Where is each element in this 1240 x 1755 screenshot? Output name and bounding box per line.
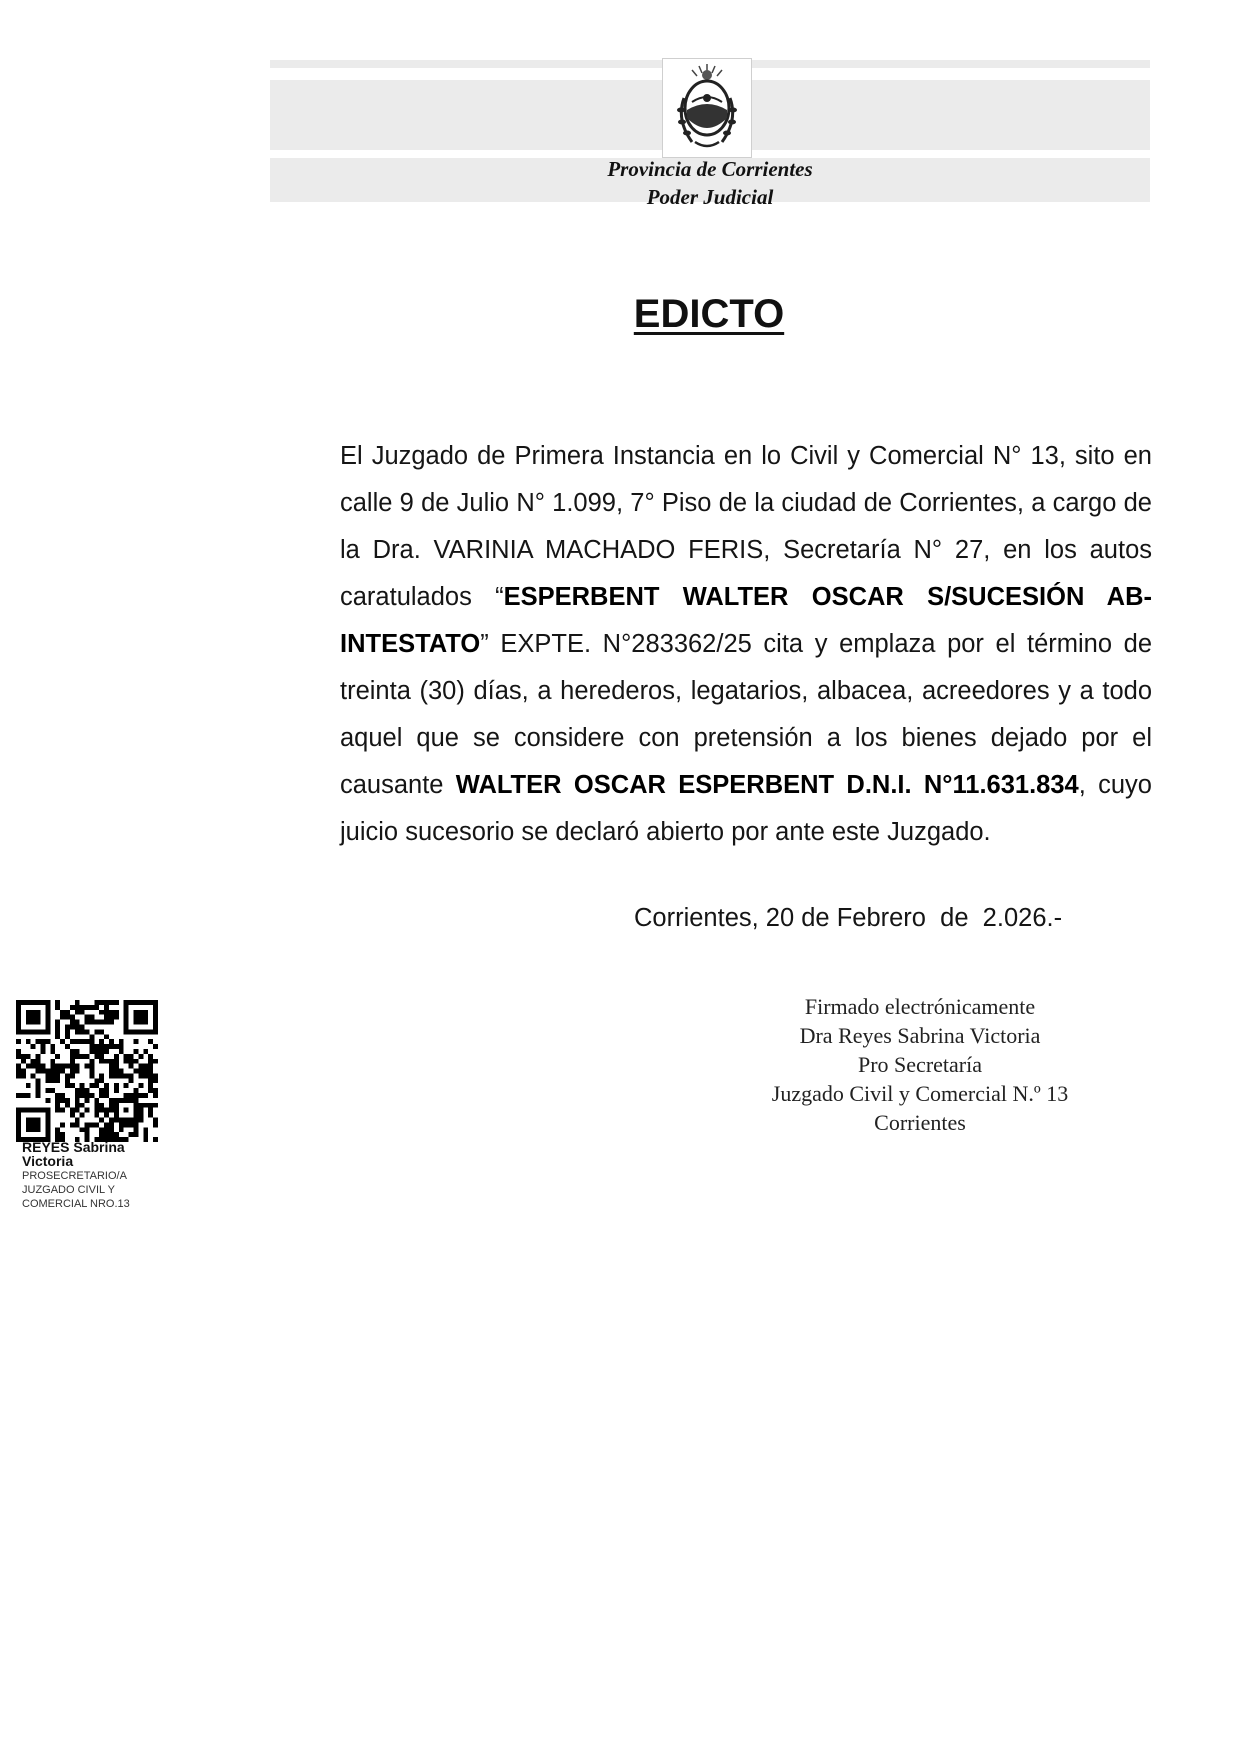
institution-name: Poder Judicial [646, 185, 774, 209]
qr-signer-name: REYES Sabrina Victoria [22, 1139, 125, 1169]
signature-line-1: Firmado electrónicamente [804, 994, 1036, 1019]
case-title: ESPERBENT WALTER OSCAR S/SUCESIÓN AB-INTESTATO [340, 583, 1152, 658]
signature-line-2: Dra Reyes Sabrina Victoria [799, 1023, 1041, 1048]
signature-line-3: Pro Secretaría [858, 1052, 982, 1077]
qr-signer-role: PROSECRETARIO/A JUZGADO CIVIL Y COMERCIAL NRO.13 [22, 1170, 130, 1210]
edict-body [340, 433, 1152, 856]
electronic-signature-block [720, 992, 1120, 1137]
body-text-part-1: El Juzgado de Primera Instancia en lo Civil y Comercial N° 13, sito en calle 9 de Julio N° 1.099, 7° Piso de la ciudad de Corrientes, a cargo de la Dra. VARINIA MACHADO FERIS, Secretaría N° 27, en los autos caratulados “ [340, 442, 1152, 611]
qr-signer-caption [22, 1140, 172, 1211]
body-text-part-3: , cuyo juicio sucesorio se declaró abierto por ante este Juzgado. [340, 771, 1152, 846]
province-name: Provincia de Corrientes [607, 157, 813, 181]
qr-code-icon [16, 1000, 158, 1142]
signature-line-5: Corrientes [874, 1110, 966, 1135]
document-title: EDICTO [633, 292, 785, 336]
coat-of-arms-icon [662, 58, 752, 158]
deceased-identification: WALTER OSCAR ESPERBENT D.N.I. N°11.631.834 [455, 771, 1079, 799]
place-and-date: Corrientes, 20 de Febrero de 2.026.- [634, 904, 1063, 932]
signature-line-4: Juzgado Civil y Comercial N.º 13 [771, 1081, 1069, 1106]
body-text-part-2: ” EXPTE. N°283362/25 cita y emplaza por el término de treinta (30) días, a herederos, legatarios, albacea, acreedores y a todo aquel que se considere con pretensión a los bienes dejado por el causante [340, 630, 1152, 799]
